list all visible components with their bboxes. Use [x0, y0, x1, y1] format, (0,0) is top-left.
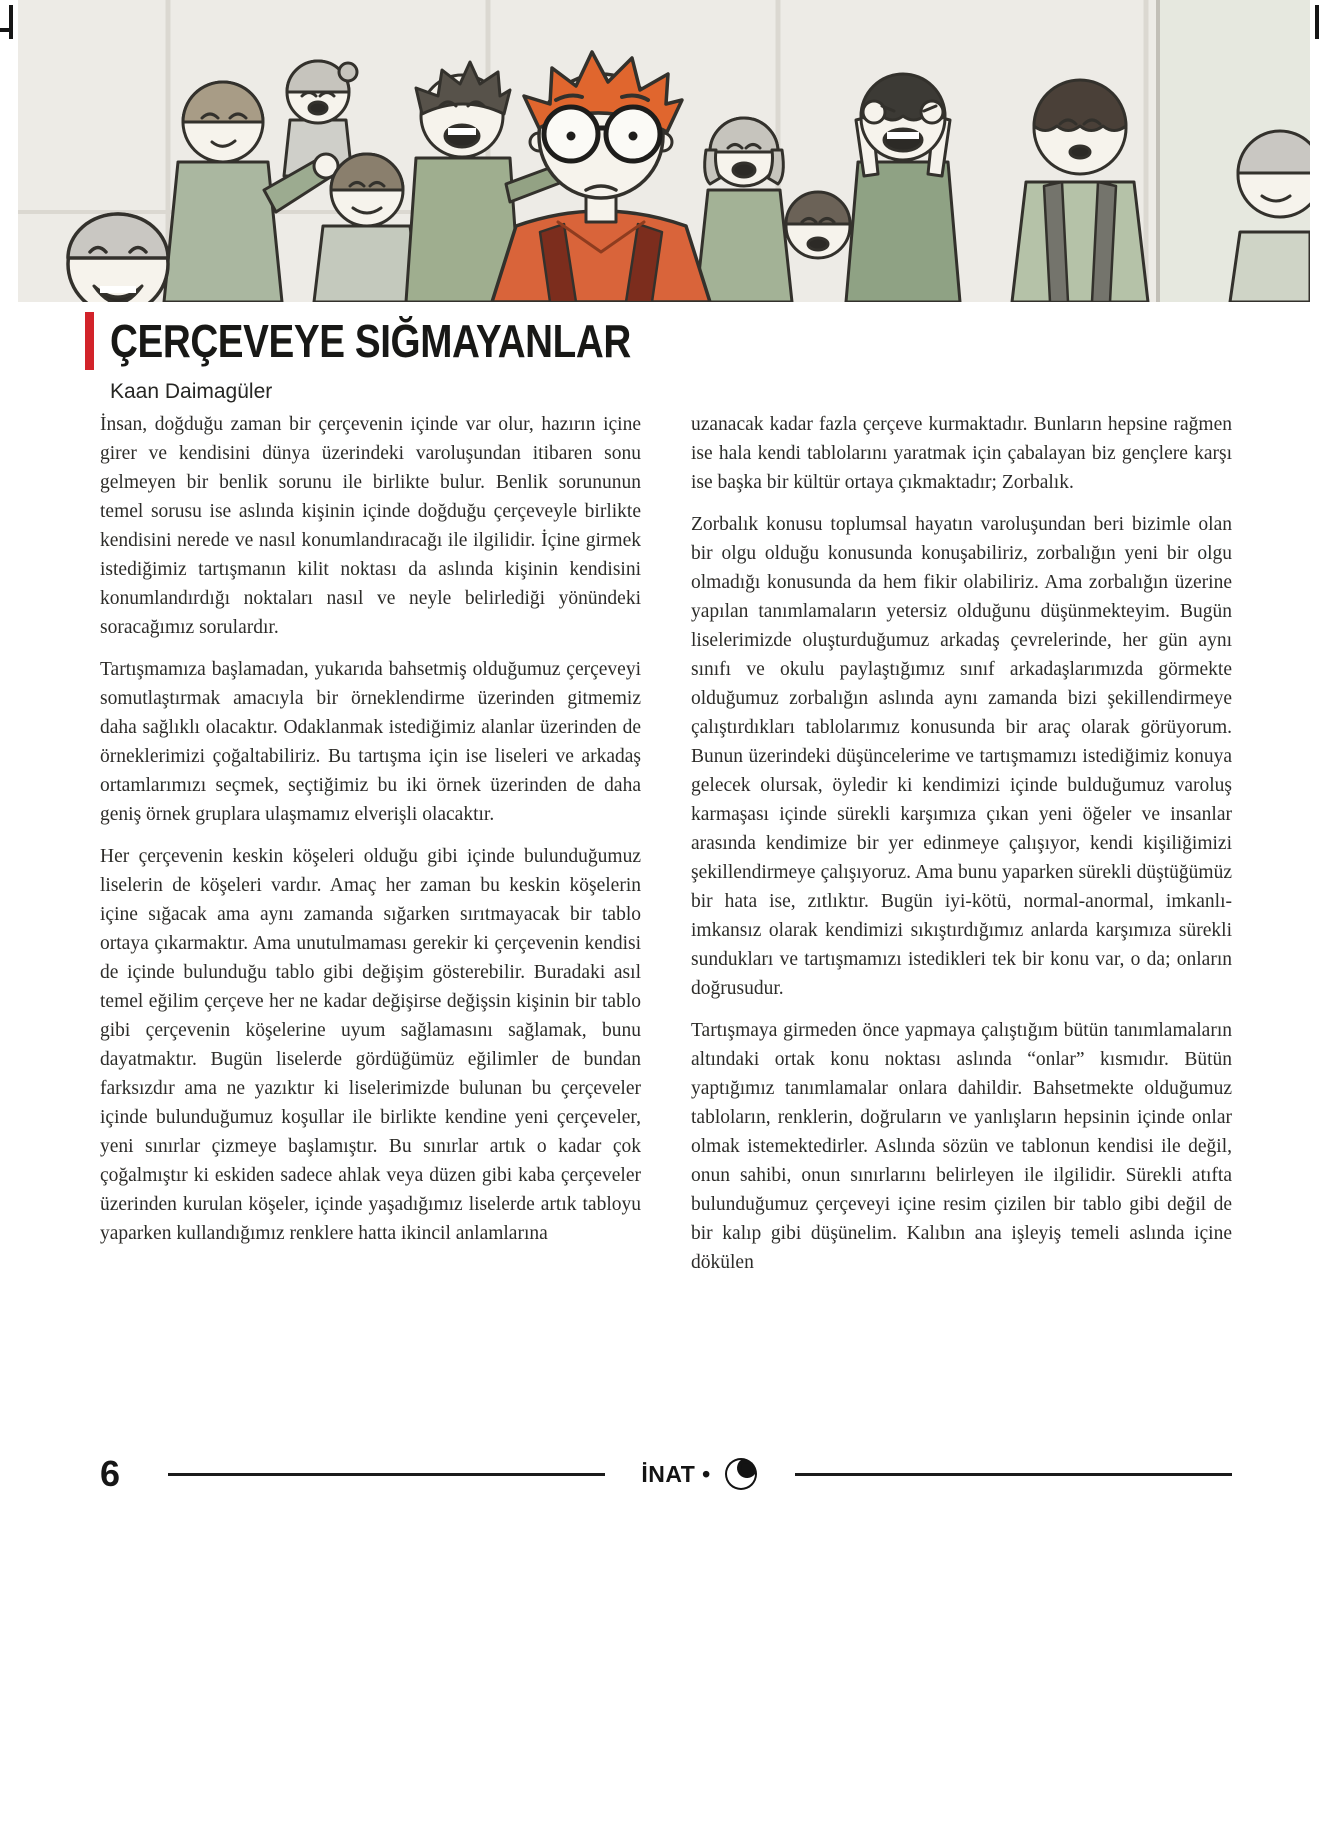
title-row: [85, 312, 730, 370]
paragraph-right-3: Tartışmaya girmeden önce yapmaya çalıştığım bütün tanımlamaların altındaki ortak konu noktası aslında “onlar” kısmıdır. Bütün yaptığımız tanımlamalar onlara dahildir. Bahsetmekte olduğumuz tabloların, renklerin, doğruların ve yanlışların hepsinin içinde onlar olmak istemektedirler. Aslında sözün ve tablonun kendisi ile değil, onun sahibi, onun sınırlarını belirleyen ile ilgilidir. Sürekli atıfta bulunduğumuz çerçeveyi içine resim çizilen bir tablo gibi değil de bir kalıp gibi düşünelim. Kalıbın ana işleyiş temeli aslında içine dökülen: [691, 1020, 1232, 1273]
paragraph-left-1: İnsan, doğduğu zaman bir çerçevenin içinde var olur, hazırın içine girer ve kendisini dünya üzerindeki varoluşundan itibaren sonu gelmeyen bir benlik sorunu ile birlikte bulur. Benlik sorununun temel sorusu ise aslında kişinin içinde doğduğu çerçeveyle birlikte kendisini nerede ve nasıl konumlandıracağı ile ilgilidir. İçine girmek istediğimiz tartışmanın kilit noktası da aslında kişinin kendisini konumlandırdığı noktaları nasıl ve neyle belirlediği yönündeki soracağımız sorulardır.: [100, 414, 641, 638]
column-right: [691, 410, 1232, 1290]
crop-mark-top-left-horizontal: [0, 28, 12, 32]
title-accent-bar: [85, 312, 94, 370]
footer-brand: İNAT •: [641, 1460, 711, 1487]
article-author: Kaan Daimagüler: [110, 380, 273, 403]
article-header: [85, 312, 730, 404]
column-left: [100, 410, 641, 1290]
paragraph-left-2: Tartışmamıza başlamadan, yukarıda bahsetmiş olduğumuz çerçeveyi somutlaştırmak amacıyla bir örneklendirme üzerinden gitmemiz daha sağlıklı olacaktır. Odaklanmak istediğimiz alanlar üzerinden de örneklerimizi çoğaltabiliriz. Bu tartışma için ise liseleri ve arkadaş ortamlarımızı seçmek, seçtiğimiz bu iki örnek üzerinden de daha geniş örnek gruplara ulaşmamız elverişli olacaktır.: [100, 659, 641, 825]
page-number: 6: [100, 1453, 121, 1494]
article-body: [100, 410, 1232, 1290]
paragraph-right-2: Zorbalık konusu toplumsal hayatın varoluşundan beri bizimle olan bir olgu olduğu konusunda konuşabiliriz, zorbalığın yeni bir olgu olmadığı konusunda da hem fikir olabiliriz. Ama zorbalığın üzerine yapılan tanımlamaların yetersiz olduğunu düşünmekteyim. Bugün liselerimizde oluşturduğumuz arkadaş çevrelerinde, her gün aynı sınıfı ve okulu paylaştığımız sınıf arkadaşlarımızda görmekte olduğumuz zorbalığın aslında aynı zamanda bizi şekillendirmeye çalıştırdıkları tablolarımız konusunda bir araç olarak görüyorum. Bunun üzerindeki düşüncelerime ve tartışmamızı istediğimiz konuya gelecek olursak, öyledir ki kendimizi içinde bulduğumuz varoluş karmaşası içinde sürekli karşımıza çıkan yeni öğeler ve insanlar arasında kendimize bir yer edinmeye çalışıyor, kendi kişiliğimizi şekillendirmeye çalışıyoruz. Ama bunu yaparken sürekli düştüğümüz bir hata ise, zıtlıktır. Bugün iyi-kötü, normal-anormal, imkanlı-imkansız olarak kendimizi sıkıştırdığımız anlarda karşımıza sürekli sundukları ve tartışmamızı istedikleri tek bir konu var, o da; onların doğrusudur.: [691, 514, 1232, 999]
kid-small-front: [786, 192, 850, 258]
crop-mark-top-left-vertical: [9, 5, 13, 39]
paragraph-right-1: uzanacak kadar fazla çerçeve kurmaktadır. Bunların hepsine rağmen ise hala kendi tablolarını yaratmak için çabalayan biz gençlere karşı ise başka bir kültür ortaya çıkmaktadır; Zorbalık.: [691, 414, 1232, 493]
footer-rule-left: [168, 1473, 605, 1476]
page-footer: [100, 1452, 1232, 1496]
kid-mocking: [846, 74, 960, 302]
inat-logo-icon: [723, 1456, 759, 1492]
paragraph-left-3: Her çerçevenin keskin köşeleri olduğu gibi içinde bulunduğumuz liselerin de köşeleri vardır. Amaç her zaman bu keskin köşelerin içine sığacak ama aynı zamanda sığarken sırıtmayacak bir tablo ortaya çıkarmaktır. Ama unutulmaması gerekir ki çerçevenin kendisi de içinde bulunduğu tablo gibi değişim gösterebilir. Buradaki asıl temel eğilim çerçeve her ne kadar değişirse değişsin kişinin bir tablo gibi çerçevenin köşelerine uyum sağlamasını sağlamak, bunu dayatmaktır. Bugün liselerde gördüğümüz eğilimler de bundan farksızdır ama ne yazıktır ki liselerimizde bulunan bu çerçeveler içinde bulunduğumuz koşullar ile birlikte kendine yeni çerçeveler, yeni sınırlar çizmeye başlamıştır. Bu sınırlar artık o kadar çok çoğalmıştır ki eskiden sadece ahlak veya düzen gibi kaba çerçeveler üzerinden kurulan köşeler, içinde yaşadığımız liselerde artık tabloyu yaparken kullandığımız renklere hatta ikincil anlamlarına: [100, 846, 641, 1244]
banner-illustration: [18, 0, 1310, 302]
kid-girl-laughing: [696, 118, 792, 302]
footer-rule-right: [795, 1473, 1232, 1476]
kid-foreground-left: [68, 214, 168, 302]
crop-mark-top-right-vertical: [1315, 5, 1319, 39]
article-title: ÇERÇEVEYE SIĞMAYANLAR: [110, 315, 631, 367]
